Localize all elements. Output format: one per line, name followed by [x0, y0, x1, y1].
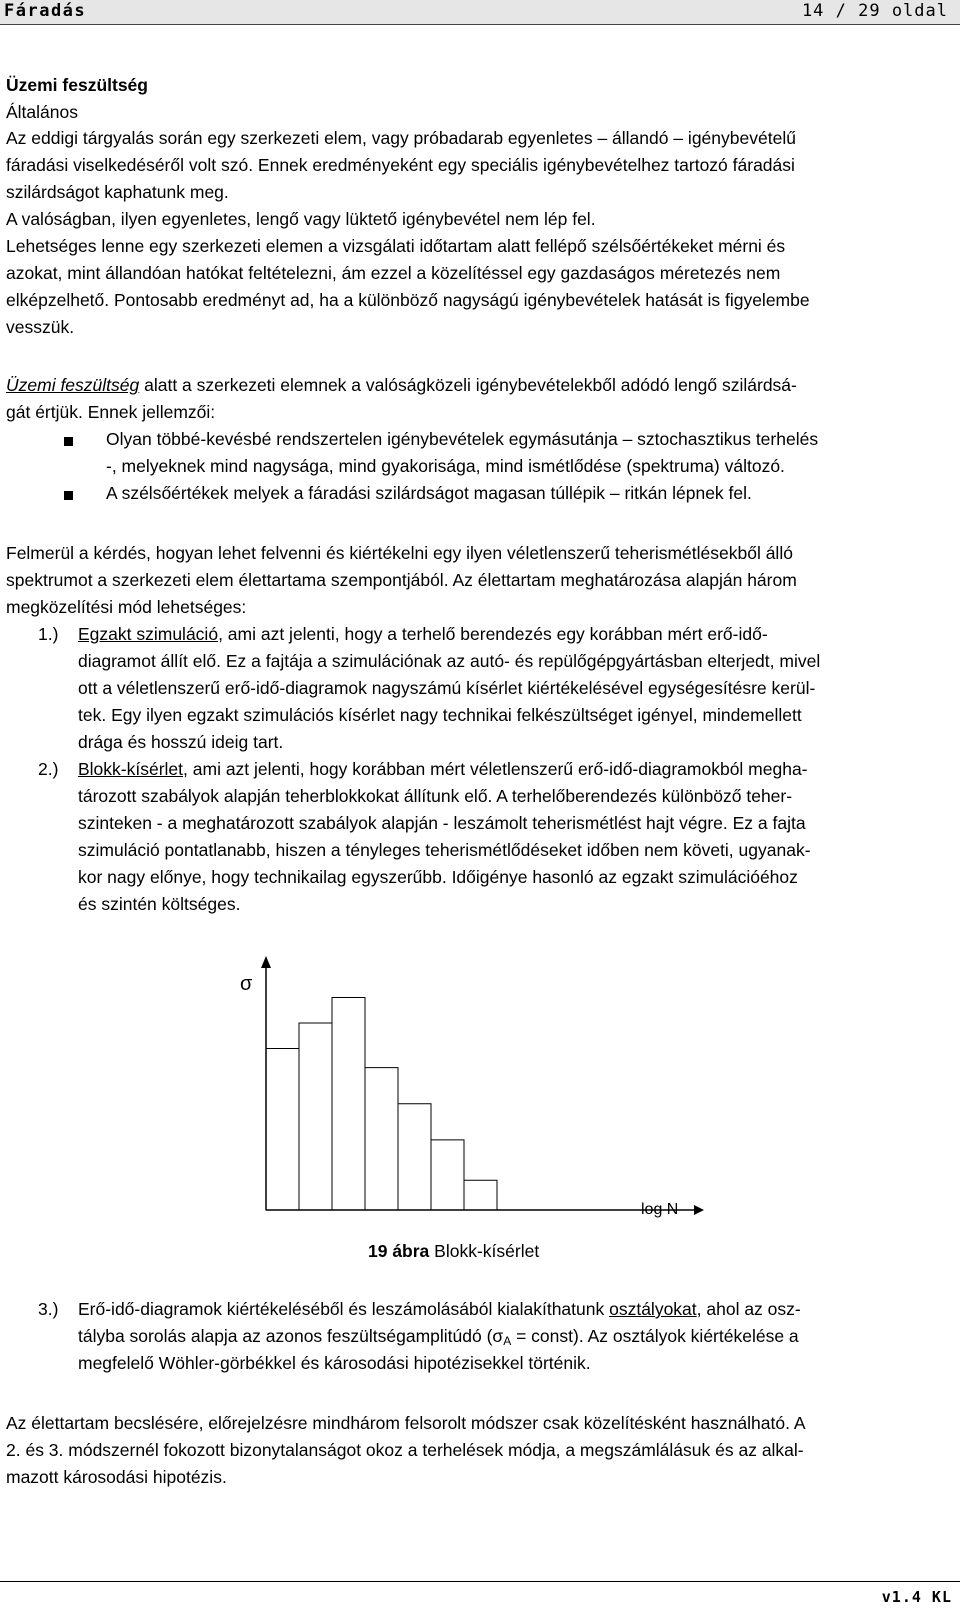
paragraph-line: fáradási viselkedéséről volt szó. Ennek eredményeként egy speciális igénybevételhez tartozó fáradási	[6, 155, 795, 175]
item-number: 3.)	[38, 1299, 59, 1319]
document-title: Fáradás	[4, 1, 87, 21]
paragraph-line: vesszük.	[6, 317, 75, 337]
definition-line: gát értjük. Ennek jellemzői:	[6, 402, 216, 422]
paragraph-line: elképzelhető. Pontosabb eredményt ad, ha a különböző nagyságú igénybevételek hatását is figyelembe	[6, 290, 810, 310]
y-axis-arrow-icon	[261, 956, 271, 968]
y-axis-label: σ	[240, 973, 253, 995]
x-axis-arrow-icon	[694, 1205, 704, 1215]
item-line: megfelelő Wöhler-görbékkel és károsodási hipotézisekkel történik.	[78, 1353, 591, 1373]
item-line: szinteken - a meghatározott szabályok alapján - leszámolt teherismétlést hajt végre. Ez a fajta	[78, 813, 806, 833]
block-bar	[431, 1140, 464, 1210]
paragraph-line: Az eddigi tárgyalás során egy szerkezeti elem, vagy próbadarab egyenletes – állandó – igénybevételű	[6, 128, 796, 148]
bullet-line: Olyan többé-kevésbé rendszertelen igénybevételek egymásutánja – sztochasztikus terhelés	[106, 429, 819, 449]
page-number: 14 / 29 oldal	[801, 1, 948, 21]
paragraph-line: 2. és 3. módszernél fokozott bizonytalanságot okoz a terhelések módja, a megszámlálásuk és az alkal-	[6, 1440, 804, 1460]
block-test-chart	[0, 940, 960, 1250]
item-number: 2.)	[38, 759, 59, 779]
item-line: drága és hosszú ideig tart.	[78, 732, 284, 752]
item-line: kor nagy előnye, hogy technikailag egyszerűbb. Időigénye hasonló az egzakt szimulációéhoz	[78, 867, 798, 887]
paragraph-line: spektrumot a szerkezeti elem élettartama szempontjából. Az élettartam meghatározása alapján három	[6, 570, 797, 590]
item-term: Egzakt szimuláció	[78, 624, 219, 644]
footer-version: v1.4 KL	[881, 1588, 952, 1606]
paragraph-line: Lehetséges lenne egy szerkezeti elemen a vizsgálati időtartam alatt fellépő szélsőértékeket mérni és	[6, 236, 786, 256]
footer-divider	[0, 1581, 960, 1582]
item-line: Blokk-kísérlet, ami azt jelenti, hogy korábban mért véletlenszerű erő-idő-diagramokból megha-	[78, 759, 808, 779]
item-line: tályba sorolás alapja az azonos feszültségamplitúdó (σA = const). Az osztályok kiértékelése a	[78, 1326, 799, 1348]
item-line: Erő-idő-diagramok kiértékeléséből és leszámolásából kialakíthatunk osztályokat, ahol az osz-	[78, 1299, 801, 1319]
paragraph-line: azokat, mint állandóan hatókat feltételezni, ám ezzel a közelítéssel egy gazdaságos méretezés nem	[6, 263, 781, 283]
item-line: és szintén költséges.	[78, 894, 241, 914]
block-bar	[332, 998, 365, 1211]
bullet-icon	[64, 491, 73, 500]
item-line: ott a véletlenszerű erő-idő-diagramok nagyszámú kísérlet kiértékelésével egységesítésre kerül-	[78, 678, 816, 698]
item-term: osztályokat	[609, 1299, 697, 1319]
section-subtitle: Általános	[6, 102, 78, 122]
paragraph-line: mazott károsodási hipotézis.	[6, 1467, 227, 1487]
defined-term: Üzemi feszültség	[6, 375, 140, 395]
page-header	[0, 0, 960, 25]
block-bar	[398, 1104, 431, 1210]
definition-line: Üzemi feszültség alatt a szerkezeti elemnek a valóságközeli igénybevételekből adódó lengő szilárdsá-	[6, 375, 797, 395]
bullet-icon	[64, 437, 73, 446]
item-line: tározott szabályok alapján teherblokkokat állítunk elő. A terhelőberendezés különböző teher-	[78, 786, 793, 806]
figure-caption: 19 ábra Blokk-kísérlet	[368, 1241, 540, 1261]
item-number: 1.)	[38, 624, 59, 644]
paragraph-line: A valóságban, ilyen egyenletes, lengő vagy lüktető igénybevétel nem lép fel.	[6, 209, 596, 229]
section-title: Üzemi feszültség	[6, 75, 148, 95]
figure-number: 19 ábra	[368, 1241, 430, 1261]
item-line: tek. Egy ilyen egzakt szimulációs kísérlet nagy technikai felkészültséget igényel, mindemellett	[78, 705, 802, 725]
paragraph-line: megközelítési mód lehetséges:	[6, 597, 247, 617]
item-term: Blokk-kísérlet	[78, 759, 184, 779]
block-bar	[365, 1068, 398, 1210]
item-line: Egzakt szimuláció, ami azt jelenti, hogy a terhelő berendezés egy korábban mért erő-idő-	[78, 624, 768, 644]
paragraph-line: szilárdságot kaphatunk meg.	[6, 182, 229, 202]
bullet-line: A szélsőértékek melyek a fáradási szilárdságot magasan túllépik – ritkán lépnek fel.	[106, 483, 752, 503]
block-bar	[464, 1180, 497, 1210]
paragraph-line: Felmerül a kérdés, hogyan lehet felvenni és kiértékelni egy ilyen véletlenszerű teherismétlésekből álló	[6, 543, 793, 563]
sigma-symbol: σ	[492, 1326, 504, 1346]
x-axis-label: log N	[641, 1201, 679, 1218]
paragraph-line: Az élettartam becslésére, előrejelzésre mindhárom felsorolt módszer csak közelítésként használható. A	[6, 1413, 806, 1433]
item-line: diagramot állít elő. Ez a fajtája a szimulációnak az autó- és repülőgépgyártásban elterjedt, mivel	[78, 651, 821, 671]
block-bar	[299, 1023, 332, 1210]
item-line: szimuláció pontatlanabb, hiszen a tényleges teherismétlődéseket időben nem követi, ugyanak-	[78, 840, 811, 860]
block-bar	[266, 1049, 299, 1211]
bullet-line: -, melyeknek mind nagysága, mind gyakorisága, mind ismétlődése (spektruma) változó.	[106, 456, 785, 476]
